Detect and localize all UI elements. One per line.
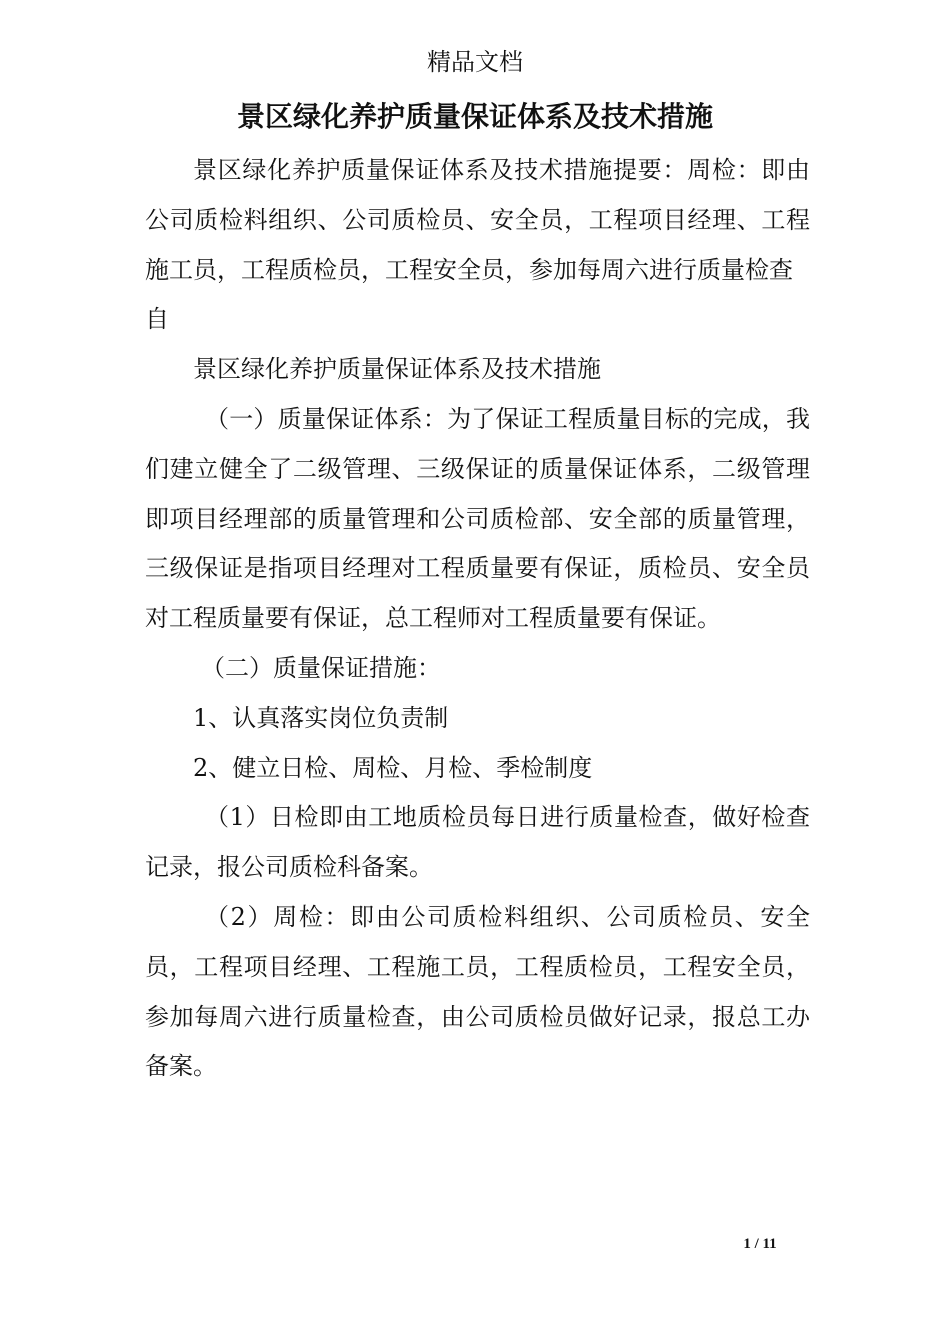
- summary-paragraph: 景区绿化养护质量保证体系及技术措施提要：周检：即由公司质检料组织、公司质检员、安全员，工程项目经理、工程施工员，工程质检员，工程安全员，参加每周六进行质量检查: [145, 156, 810, 284]
- page-number: 1 / 11: [743, 1236, 777, 1252]
- section-heading: 景区绿化养护质量保证体系及技术措施: [193, 355, 601, 384]
- quality-system-paragraph: （一）质量保证体系：为了保证工程质量目标的完成，我们建立健全了二级管理、三级保证的质量保证体系，二级管理即项目经理部的质量管理和公司质检部、安全部的质量管理，三级保证是指项目经理对工程质量要有保证，质检员、安全员对工程质量要有保证，总工程师对工程质量要有保证。: [145, 404, 810, 633]
- daily-check-paragraph: （1）日检即由工地质检员每日进行质量检查，做好检查记录，报公司质检科备案。: [145, 803, 810, 882]
- measure-item-1: 1、认真落实岗位负责制: [193, 703, 449, 732]
- quality-measures-heading: （二）质量保证措施：: [201, 653, 441, 682]
- weekly-check-paragraph: （2）周检：即由公司质检料组织、公司质检员、安全员，工程项目经理、工程施工员，工程质检员，工程安全员，参加每周六进行质量检查，由公司质检员做好记录，报总工办备案。: [145, 902, 810, 1081]
- document-body: [145, 146, 810, 1092]
- fragment-paragraph: 自: [145, 305, 169, 334]
- measure-item-2: 2、健立日检、周检、月检、季检制度: [193, 753, 593, 782]
- document-title: 景区绿化养护质量保证体系及技术措施: [236, 100, 713, 133]
- page-header: 精品文档: [427, 48, 523, 76]
